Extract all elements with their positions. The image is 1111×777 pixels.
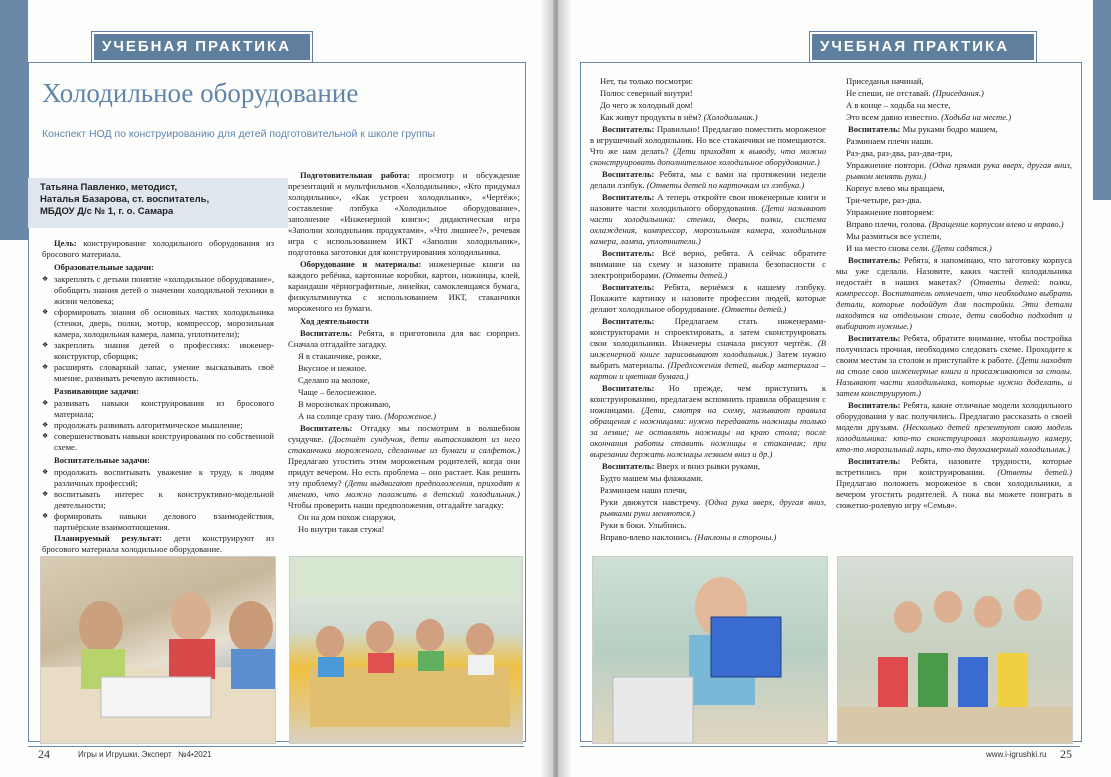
edu-heading: Образовательные задачи: xyxy=(54,262,154,272)
page-number-right: 25 xyxy=(1060,747,1072,761)
poem-last-line: Вправо-влево наклонись. xyxy=(600,532,693,542)
poem-line xyxy=(836,219,1072,230)
prep-label: Подготовительная работа: xyxy=(300,170,410,180)
poem-line: Полюс северный внутри! xyxy=(600,88,693,98)
action-note: (Дети приходят к выводу, что можно сконструировать дополнительное холодильное оборудование.) xyxy=(590,146,827,167)
equip-label: Оборудование и материалы: xyxy=(300,259,422,269)
left-accent-bar xyxy=(0,0,28,240)
action-note: (Дети садятся.) xyxy=(929,243,992,253)
result-label: Планируемый результат: xyxy=(54,533,163,543)
poem-line: Он на дом похож снаружи, xyxy=(298,512,396,522)
journal-name: Игры и Игрушки. Эксперт xyxy=(78,750,172,759)
poem-line: Три-четыре, раз-два. xyxy=(846,195,922,205)
poem-last-line: И на место снова сели. xyxy=(846,243,930,253)
poem-line xyxy=(288,411,520,422)
teacher-text: Отгадку мы посмотрим в волшебном сундучке. xyxy=(288,423,520,444)
poem-line xyxy=(836,243,1072,254)
page-number-left: 24 xyxy=(38,747,50,761)
teacher-text: Ребята, вернёмся к нашему лэпбуку. Покажите картинку и назовите профессии людей, которые делают холодильное оборудование. xyxy=(590,282,826,314)
poem-line: Нет, ты только посмотри: xyxy=(600,76,694,86)
left-column-2 xyxy=(288,170,520,536)
action-note: (Ходьба на месте.) xyxy=(939,112,1012,122)
poem-last-line: Упражнение повтори. xyxy=(846,160,927,170)
teacher-label: Воспитатель: xyxy=(602,461,655,471)
photo-illustration xyxy=(838,557,1072,743)
dev-item: ❖ продолжать развивать алгоритмическое мышление; xyxy=(42,420,274,431)
teacher-text: Всё верно, ребята. А сейчас обратите внимание на схему и назовите правила безопасности с электроприборами. xyxy=(590,248,826,280)
teacher-label: Воспитатель: xyxy=(848,124,901,134)
upb-item: ❖ формировать навыки делового взаимодействия, партнёрские взаимоотношения. xyxy=(42,511,274,533)
poem-line: Я в стаканчике, рожке, xyxy=(298,351,382,361)
poem-last-line: Не спеши, не отставай. xyxy=(846,88,931,98)
poem-line: Разминаем наши плечи, xyxy=(600,485,688,495)
teacher-text: Но прежде, чем приступить к конструированию, предлагаем вспомнить правила обращения с ножницами. xyxy=(590,383,826,415)
poem-line: Мы размяться все успели, xyxy=(846,231,942,241)
teacher-text: Предлагаю угостить этим мороженым родителей, когда они придут вечером. Но есть проблема – оно растает. Как решить эту проблему? xyxy=(288,456,520,488)
action-note: (Ответы детей.) xyxy=(984,467,1073,477)
poem-last-line: Руки движутся навстречу. xyxy=(600,497,701,507)
teacher-label: Воспитатель: xyxy=(602,383,655,393)
poem-answer: (Холодильник.) xyxy=(701,112,758,122)
edu-item: ❖ сформировать знания об основных частях холодильника (стенки, дверь, полки, мотор, компрессор, морозильная камера, холодильная камера, лампа, уплотнители); xyxy=(42,307,274,340)
photo-illustration xyxy=(41,557,275,743)
poem-line xyxy=(590,497,826,519)
poem-line xyxy=(836,112,1072,123)
photo-children-table xyxy=(40,556,276,744)
action-note: (Ответы детей по карточкам из лэпбука.) xyxy=(644,180,805,190)
action-note: (В инженерной книге зарисовывают холодильник.) xyxy=(590,338,826,359)
edu-item: ❖ закреплять знания детей о профессиях: инженер-конструктор, сборщик; xyxy=(42,340,274,362)
poem-line: Раз-два, раз-два, раз-два-три, xyxy=(846,148,953,158)
poem-line: Будто машем мы флажками. xyxy=(600,473,703,483)
photo-classroom xyxy=(289,556,523,744)
teacher-text: Ребята, я приготовила для вас сюрприз. Сначала отгадайте загадку. xyxy=(288,328,520,349)
action-note: (Ответы детей.) xyxy=(660,270,728,280)
action-note: (Ответы детей.) xyxy=(719,304,787,314)
dev-item: ❖ развивать навыки конструирования из бросового материала; xyxy=(42,398,274,420)
section-header-right: УЧЕБНАЯ ПРАКТИКА xyxy=(810,32,1036,62)
author-line-2: Наталья Базарова, ст. воспитатель, xyxy=(40,194,210,205)
action-note: (Достаёт сундучок, дети вытаскивают из него стаканчики мороженого, сделанные из бумаги и салфеток.) xyxy=(288,434,520,455)
action-note: (Дети находят на столе свои инженерные книги и присаживаются за столы. Называют части холодильника, которые нужно доделать, и затем конструируют.) xyxy=(836,355,1072,398)
poem-line: Приседанья начинай, xyxy=(846,76,924,86)
teacher-label: Воспитатель: xyxy=(300,423,353,433)
poem-last-line: А на солнце сразу таю. xyxy=(298,411,383,421)
prep-text: просмотр и обсуждение презентаций и мультфильмов «Холодильник», «Кто придумал холодильник», «Как устроен холодильник», «Чертёж»; составление лэпбука «Холодильное оборудование», заполнение «Инженерной книги»; дидактическая игра «Заполни холодильник продуктами», «Что лишнее?», речевая игра с использованием ИКТ «Заполни холодильник», подготовка заготовки для конструирования холодильника. xyxy=(288,170,520,257)
teacher-label: Воспитатель: xyxy=(848,400,901,410)
teacher-text: Ребята, я напоминаю, что заготовку корпуса мы уже сделали. Назовите, каких частей холодильника недостаёт в наших макетах? xyxy=(836,255,1072,287)
teacher-label: Воспитатель: xyxy=(602,248,655,258)
left-page xyxy=(0,0,553,777)
teacher-label: Воспитатель: xyxy=(848,456,901,466)
poem-line: До чего ж холодный дом! xyxy=(600,100,694,110)
footer-line-left xyxy=(28,746,524,747)
poem-line: В морозилках проживаю, xyxy=(298,399,391,409)
poem-last-line: Вправо плечи, голова. xyxy=(846,219,927,229)
teacher-text: Чтобы проверить наши предположения, отгадайте загадку: xyxy=(288,500,504,510)
photo-boy-with-model xyxy=(592,556,828,744)
action-note: (Приседания.) xyxy=(930,88,984,98)
action-note: (Наклоны в стороны.) xyxy=(692,532,777,542)
action-note: (Одна рука вверх, другая вниз, рывками руки меняются.) xyxy=(600,497,826,518)
goal-text: конструирование холодильного оборудования из бросового материала. xyxy=(42,238,274,259)
right-column-2 xyxy=(836,76,1072,512)
course-heading: Ход деятельности xyxy=(300,316,369,326)
poem-line: А в конце – ходьба на месте, xyxy=(846,100,951,110)
poem-line: Чаще – белоснежное. xyxy=(298,387,377,397)
photo-illustration xyxy=(593,557,827,743)
teacher-text: Предлагаем стать инженерами-конструкторами и спроектировать, а затем сконструировать свои холодильники. Инженеры сначала рисуют чертёж. xyxy=(590,316,826,348)
teacher-label: Воспитатель: xyxy=(848,255,901,265)
action-note: (Вращение корпусом влево и вправо.) xyxy=(926,219,1064,229)
journal-issue: №4•2021 xyxy=(178,750,212,759)
poem-line: Упражнение повторяем: xyxy=(846,207,935,217)
action-note: (Одна прямая рука вверх, другая вниз, рывком менять руки.) xyxy=(846,160,1072,181)
action-note: (Дети выдвигают предположения, приходят к мнению, что можно положить в детский холодильник.) xyxy=(288,478,520,499)
teacher-text: Вверх и вниз рывки руками, xyxy=(654,461,760,471)
poem-last-line: Как живут продукты в нём? xyxy=(600,112,702,122)
result-text: дети конструируют из бросового материала холодильное оборудование. xyxy=(42,533,274,554)
poem-line xyxy=(590,532,826,543)
poem-answer: (Мороженое.) xyxy=(382,411,437,421)
teacher-text: А теперь откройте свои инженерные книги и назовите части холодильного оборудования. xyxy=(590,192,826,213)
photo-illustration xyxy=(290,557,522,743)
poem-line: Разминаем плечи наши. xyxy=(846,136,934,146)
goal-label: Цель: xyxy=(54,238,77,248)
action-note: (Дети называют части холодильника: стенки, дверь, полки, система охлаждения, компрессор, морозильная камера, холодильная камера, лампа, уплотнители.) xyxy=(590,203,826,246)
journal-site: www.i-igrushki.ru xyxy=(986,750,1047,759)
teacher-label: Воспитатель: xyxy=(602,169,655,179)
teacher-text: Ребята, какие отличные модели холодильного оборудования у вас получились. Предлагаю рассказать о своей модели друзьям. xyxy=(836,400,1072,432)
poem-line: Вкусное и нежное. xyxy=(298,363,367,373)
author-line-1: Татьяна Павленко, методист, xyxy=(40,182,178,193)
edu-item: ❖ закреплять с детьми понятие «холодильное оборудование», обобщить знания детей о значении холодильной техники в жизни человека; xyxy=(42,274,274,307)
teacher-text: Предлагаю положить мороженое в свои холодильники, а вечером угостить родителей. А пока вы можете поиграть в сюжетно-ролевую игру «Семья». xyxy=(836,478,1072,510)
teacher-text: Правильно! Предлагаю поместить мороженое в игрушечный холодильник. Но все стаканчики не помещаются. Что же нам делать? xyxy=(590,124,826,156)
action-note: (Предложения детей, выбор материала – картон и цветная бумага.) xyxy=(590,360,826,381)
article-title: Холодильное оборудование xyxy=(42,78,359,108)
right-column-1 xyxy=(590,76,826,544)
teacher-text: Ребята, назовите трудности, которые встретились при конструировании. xyxy=(836,456,1072,477)
upb-item: ❖ продолжать воспитывать уважение к труду, к людям различных профессий; xyxy=(42,467,274,489)
authors-block xyxy=(28,178,288,228)
teacher-text: Ребята, мы с вами на протяжении недели делали лэпбук. xyxy=(590,169,826,190)
photo-group-with-models xyxy=(837,556,1073,744)
action-note: (Дети, смотря на схему, называют правила обращения с ножницами: нужно передавать ножницы только за лезвие; не оставлять ножницы на краю стола; после окончания работы ставить ножницы в стаканчик; при вырезании держать ножницы лезвием вниз и др.) xyxy=(590,405,826,459)
right-accent-bar xyxy=(1093,0,1111,200)
teacher-label: Воспитатель: xyxy=(602,316,655,326)
left-column-1 xyxy=(42,238,274,556)
upb-item: ❖ воспитывать интерес к конструктивно-модельной деятельности; xyxy=(42,489,274,511)
dev-heading: Развивающие задачи: xyxy=(54,386,139,396)
section-header-left: УЧЕБНАЯ ПРАКТИКА xyxy=(92,32,312,62)
teacher-label: Воспитатель: xyxy=(848,333,901,343)
action-note: (Ответы детей: полки, компрессор. Воспитатель отмечает, что необходимо выбрать детали, которые подойдут для постройки. Эти детали находятся на отдельном столе, дети свободно подходят и выбирают нужные.) xyxy=(836,277,1072,331)
poem-line xyxy=(836,160,1072,182)
teacher-label: Воспитатель: xyxy=(602,124,655,134)
footer-line-right xyxy=(580,746,1080,747)
poem-line: Корпус влево мы вращаем, xyxy=(846,183,945,193)
poem-line: Но внутри такая стужа! xyxy=(298,524,385,534)
action-note: (Несколько детей презентуют свою модель холодильника: кто-то сконструировал морозильную камеру, кто-то морозильный ларь, кто-то двухкамерный холодильник.) xyxy=(836,422,1072,454)
poem-line xyxy=(590,112,826,123)
upb-heading: Воспитательные задачи: xyxy=(54,455,150,465)
teacher-text: Мы руками бодро машем, xyxy=(900,124,998,134)
dev-item: ❖ совершенствовать навыки конструирования по собственной схеме. xyxy=(42,431,274,453)
author-line-3: МБДОУ Д/с № 1, г. о. Самара xyxy=(40,206,174,217)
teacher-label: Воспитатель: xyxy=(300,328,353,338)
poem-line: Руки в боки. Улыбнись. xyxy=(600,520,687,530)
spine-shadow xyxy=(540,0,572,777)
equip-text: инженерные книги на каждого ребёнка, картонные коробки, картон, ножницы, клей, карандаши чёрнографитные, линейки, самоклеящаяся бумага, физкультминутка с использованием ИКТ, стаканчики мороженого из бумаги. xyxy=(288,259,520,313)
edu-item: ❖ расширять словарный запас, умение высказывать своё мнение, развивать речевую активность. xyxy=(42,362,274,384)
teacher-label: Воспитатель: xyxy=(602,192,655,202)
poem-line: Сделано на молоке, xyxy=(298,375,370,385)
poem-line xyxy=(836,88,1072,99)
teacher-text: Ребята, обратите внимание, чтобы постройка получилась прочная, необходимо следовать схеме. Проходите к своим местам за столом и приступайте к работе. xyxy=(836,333,1072,365)
teacher-text: Затем нужно выбрать материалы. xyxy=(590,349,826,370)
teacher-label: Воспитатель: xyxy=(602,282,655,292)
poem-last-line: Это всем давно известно. xyxy=(846,112,940,122)
article-subtitle: Конспект НОД по конструированию для детей подготовительной к школе группы xyxy=(42,128,436,140)
right-page xyxy=(558,0,1111,777)
